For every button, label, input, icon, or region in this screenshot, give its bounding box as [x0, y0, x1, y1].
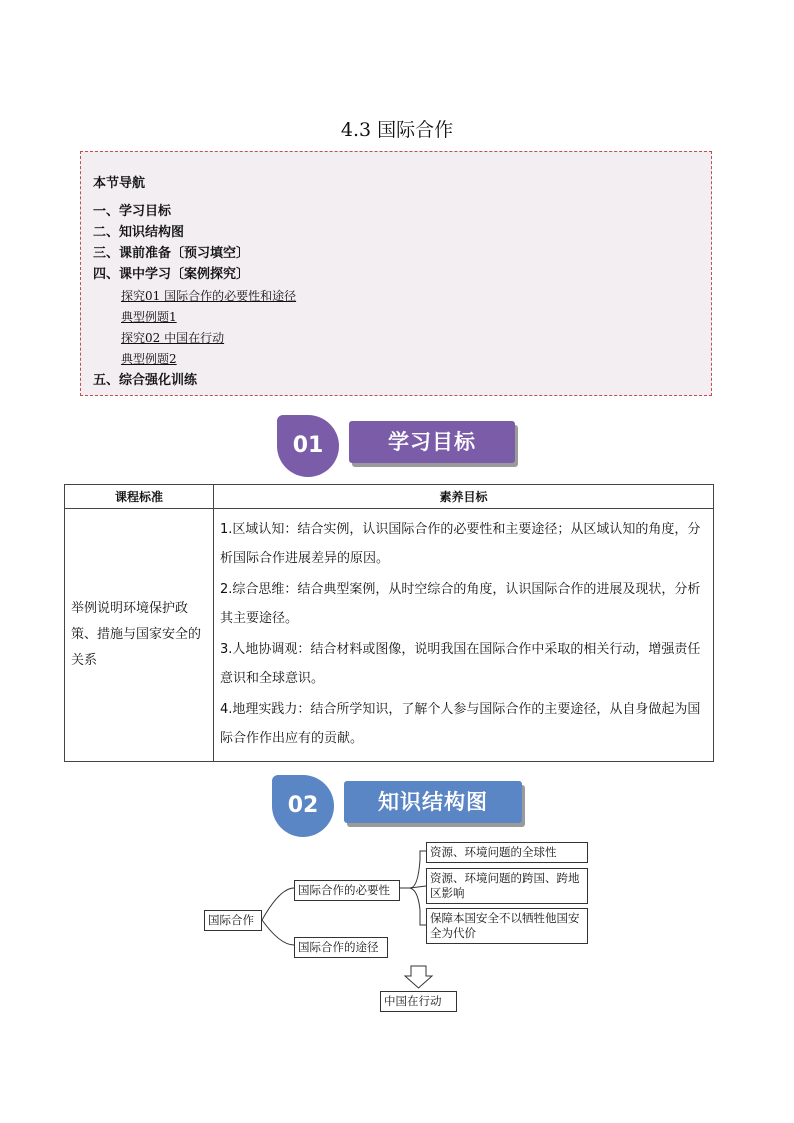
- diagram-branch-approach: 国际合作的途径: [294, 937, 388, 958]
- table-header-goals: 素养目标: [214, 485, 714, 509]
- section-number-badge: 01: [277, 415, 339, 477]
- page-title: 4.3 国际合作: [340, 119, 454, 141]
- diagram-branch-necessity: 国际合作的必要性: [294, 880, 400, 901]
- diagram-leaf: 保障本国安全不以牺牲他国安全为代价: [426, 908, 588, 944]
- nav-heading: 本节导航: [93, 176, 146, 191]
- diagram-leaf: 资源、环境问题的全球性: [426, 842, 588, 863]
- nav-subitem-example2[interactable]: 典型例题2: [121, 352, 177, 366]
- section-title: 知识结构图: [344, 781, 522, 823]
- goal-item: 4.地理实践力：结合所学知识，了解个人参与国际合作的主要途径，从自身做起为国际合作作出应有的贡献。: [220, 702, 701, 746]
- nav-item-goals[interactable]: 一、学习目标: [93, 204, 172, 219]
- goal-item: 1.区域认知：结合实例，认识国际合作的必要性和主要途径；从区域认知的角度，分析国际合作进展差异的原因。: [220, 522, 701, 566]
- section-title: 学习目标: [349, 421, 515, 463]
- goal-item: 2.综合思维：结合典型案例，从时空综合的角度，认识国际合作的进展及现状，分析其主要途径。: [220, 582, 701, 626]
- nav-subitem-explore1[interactable]: 探究01 国际合作的必要性和途径: [121, 289, 297, 303]
- diagram-bottom: 中国在行动: [380, 991, 457, 1012]
- nav-subitem-explore2[interactable]: 探究02 中国在行动: [121, 331, 225, 345]
- course-standard: 举例说明环境保护政策、措施与国家安全的关系: [65, 509, 214, 762]
- table-header-standard: 课程标准: [65, 485, 214, 509]
- diagram-leaf: 资源、环境问题的跨国、跨地区影响: [426, 868, 588, 904]
- section-number-badge: 02: [272, 775, 334, 837]
- nav-subitem-example1[interactable]: 典型例题1: [121, 310, 177, 324]
- nav-item-training[interactable]: 五、综合强化训练: [93, 373, 198, 388]
- down-arrow-icon: [405, 966, 432, 988]
- nav-item-preview[interactable]: 三、课前准备〔预习填空〕: [93, 246, 250, 261]
- diagram-root: 国际合作: [204, 910, 262, 931]
- nav-item-structure[interactable]: 二、知识结构图: [93, 225, 185, 240]
- nav-item-casestudy[interactable]: 四、课中学习〔案例探究〕: [93, 267, 250, 282]
- goal-item: 3.人地协调观：结合材料或图像，说明我国在国际合作中采取的相关行动，增强责任意识和全球意识。: [220, 642, 701, 686]
